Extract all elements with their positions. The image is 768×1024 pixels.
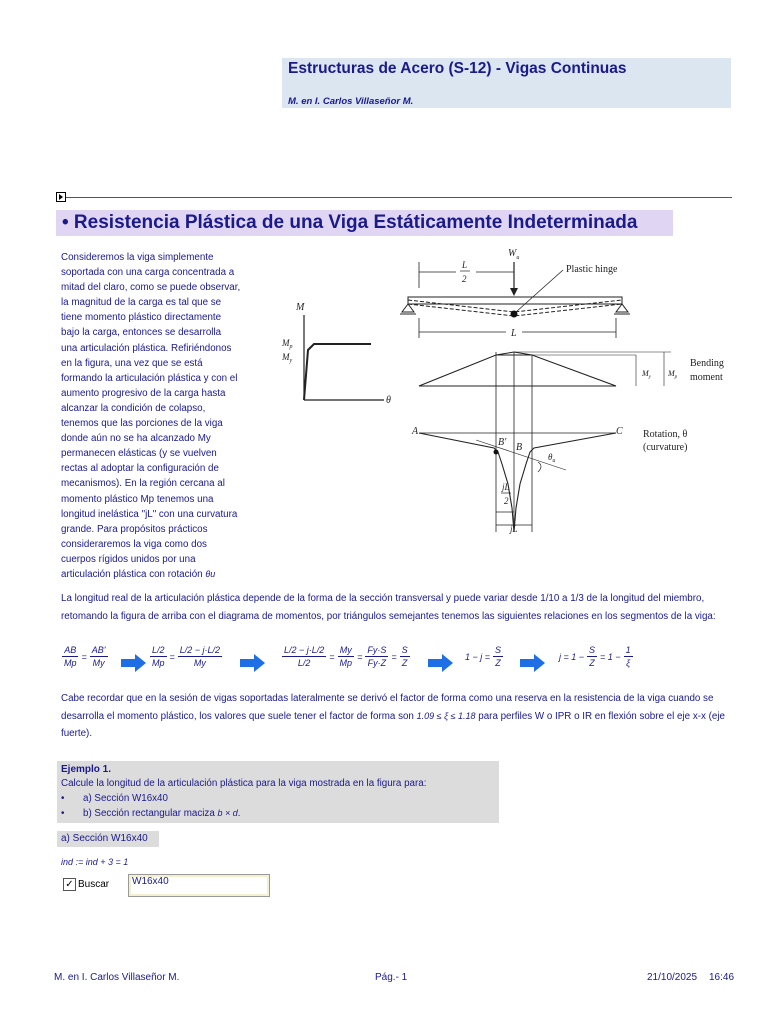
section-a-label: a) Sección W16x40 xyxy=(61,833,148,844)
plastic-hinge-figure xyxy=(276,240,736,540)
curvature-label: (curvature) xyxy=(643,442,688,453)
document-author: M. en I. Carlos Villaseñor M. xyxy=(288,96,414,107)
intro-line: mecanismos). En la región cercana al xyxy=(61,478,225,490)
footer-page: Pág.- 1 xyxy=(375,972,408,983)
section-input[interactable]: W16x40 xyxy=(128,874,270,897)
point-bp-label: B' xyxy=(498,437,507,448)
moment-curvature-plot xyxy=(281,302,391,406)
example-title: Ejemplo 1. xyxy=(61,764,112,775)
example-bullet-b: • b) Sección rectangular maciza b × d. xyxy=(61,808,241,819)
intro-line: soportada con una carga concentrada a xyxy=(61,267,235,279)
intro-line: longitud inelástica "jL" con una curvatura xyxy=(61,508,238,520)
intro-line: tiene momento plástico directamente xyxy=(61,312,222,324)
document-title: Estructuras de Acero (S-12) - Vigas Continuas xyxy=(288,60,627,77)
half-span-den: 2 xyxy=(462,274,467,284)
region-collapse-icon[interactable] xyxy=(56,192,66,202)
example-bullet-a: • a) Sección W16x40 xyxy=(61,793,168,804)
intro-line: consideraremos la viga como dos xyxy=(61,538,207,550)
equation-4: 1 − j = $\frac{S}{Z}$ xyxy=(465,645,502,668)
intro-line: alcanzar la condición de colapso, xyxy=(61,402,206,414)
point-b-label: B xyxy=(516,442,523,453)
bending-label: Bending xyxy=(690,358,724,369)
intro-line: aumento progresivo de la carga hasta xyxy=(61,387,226,399)
region-divider xyxy=(66,197,732,198)
arrow-icon xyxy=(520,654,546,672)
half-jl-num: jL xyxy=(502,482,510,492)
intro-paragraph xyxy=(61,250,277,582)
section-heading: • Resistencia Plástica de una Viga Estáticamente Indeterminada xyxy=(62,212,638,233)
point-c-label: C xyxy=(616,426,623,437)
rotation-label: Rotation, θ xyxy=(643,429,688,440)
intro-line: grande. Para propósitos prácticos xyxy=(61,523,208,535)
footer-author: M. en I. Carlos Villaseñor M. xyxy=(54,972,180,983)
ind-expression: ind := ind + 3 = 1 xyxy=(61,857,129,867)
shape-factor-paragraph: Cabe recordar que en la sesión de vigas soportadas lateralmente se derivó el factor de forma como una reserva en la resistencia de la viga cuando se desarrolla el momento plástico, los valores que suele tener el factor de forma son 1.09 ≤ ξ ≤ 1.18 para perfiles W o IPR o IR en flexión sobre el eje x-x (eje fuerte). xyxy=(61,693,725,739)
moment-label: moment xyxy=(690,372,723,383)
intro-line: Consideremos la viga simplemente xyxy=(61,252,214,263)
intro-line: tenemos que las porciones de la viga xyxy=(61,418,223,430)
half-jl-den: 2 xyxy=(504,496,509,506)
theta-u-symbol: θu xyxy=(205,568,216,579)
arrow-icon xyxy=(121,654,147,672)
intro-line: donde aún no se ha alcanzado My xyxy=(61,433,211,445)
moment-diagram xyxy=(419,352,724,386)
equation-1: $\frac{AB}{Mp}$ = $\frac{AB'}{My}$ xyxy=(64,645,106,668)
shape-factor-range: 1.09 ≤ ξ ≤ 1.18 xyxy=(416,710,476,721)
intro-line: momento plástico Mp tenemos una xyxy=(61,493,214,505)
intro-line: articulación plástica con rotación θu xyxy=(61,568,216,580)
equation-2: $\frac{L/2}{Mp}$ = $\frac{L/2 - j\cdot L/2}{My}$ xyxy=(152,645,221,668)
beam-diagram xyxy=(400,248,630,339)
footer-time: 16:46 xyxy=(709,972,735,983)
mp-label: $M_p$ xyxy=(282,338,293,350)
moment-mp-label: $M_p$ xyxy=(668,369,678,380)
equation-5: j = 1 − $\frac{S}{Z}$ = 1 − $\frac{1}{\xi}$ xyxy=(559,645,631,668)
intro-line: en la figura, una vez que se está xyxy=(61,357,203,369)
span-label: L xyxy=(511,328,517,339)
plastic-hinge-label: Plastic hinge xyxy=(566,264,618,275)
intro-line: formando la articulación plástica y con el xyxy=(61,372,238,384)
load-label: $W_u$ xyxy=(508,248,520,261)
intro-line: cuerpos rígidos unidos por una xyxy=(61,553,196,565)
equation-3: $\frac{L/2 - j\cdot L/2}{L/2}$ = $\frac{My}{Mp}$ = $\frac{Fy\cdot S}{Fy\cdot Z}$ = $\frac{S}{Z}$ xyxy=(284,645,408,668)
arrow-icon xyxy=(428,654,454,672)
half-span-num: L xyxy=(462,260,468,270)
example-statement: Calcule la longitud de la articulación plástica para la viga mostrada en la figura para: xyxy=(61,778,427,789)
intro-line: permanecen elásticas (y se vuelven xyxy=(61,448,217,460)
buscar-checkbox-label[interactable]: Buscar xyxy=(78,879,110,890)
intro-line: mitad del claro, como se puede observar, xyxy=(61,282,241,294)
hinge-length-paragraph: La longitud real de la articulación plástica depende de la forma de la sección transversal y puede variar desde 1/10 a 1/3 de la longitud del miembro, retomando la figura de arriba con el diagrama de momentos, por triángulos semejantes tenemos las siguientes relaciones en los segmentos de la viga: xyxy=(61,593,716,622)
arrow-icon xyxy=(240,654,266,672)
theta-u-label: $\theta_u$ xyxy=(548,452,556,464)
intro-line: la magnitud de la carga es tal que se xyxy=(61,297,222,309)
theta-axis-label: θ xyxy=(386,395,391,406)
moment-my-label: $M_y$ xyxy=(642,369,651,380)
buscar-checkbox[interactable]: ✓ xyxy=(63,878,76,891)
my-label: $M_y$ xyxy=(282,352,293,364)
intro-line: rectas al adoptar la configuración de xyxy=(61,463,219,475)
footer-date: 21/10/2025 xyxy=(647,972,698,983)
intro-line: bajo la carga, entonces se desarrolla xyxy=(61,327,222,339)
jl-label: jL xyxy=(510,524,518,534)
intro-line: una articulación plástica. Refiriéndonos xyxy=(61,342,232,354)
rotation-diagram xyxy=(411,352,687,534)
point-a-label: A xyxy=(412,426,419,437)
m-axis-label: M xyxy=(296,302,305,313)
